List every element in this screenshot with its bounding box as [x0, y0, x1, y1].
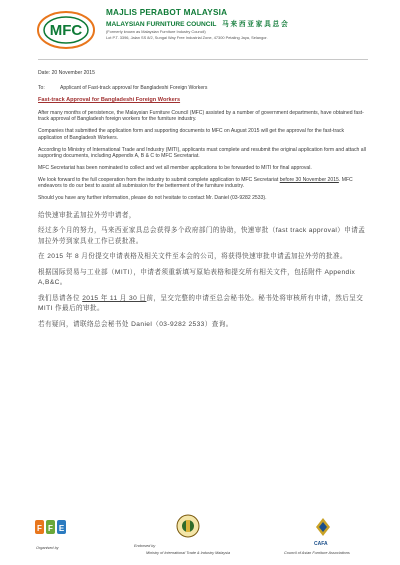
zh-deadline: 2015 年 11 月 30 日 [82, 294, 147, 302]
org-name-zh: 马 来 西 亚 家 具 总 会 [222, 21, 288, 28]
paragraph-5 [38, 177, 366, 190]
zh-p5-end: 前，呈交完整的申请至总会秘书处。秘书处将审核所有申请，然后呈交 MITI 作最后的审批。 [38, 294, 364, 313]
paragraph-1: After many months of persistence, the Malaysian Furniture Council (MFC) assisted by a number of government departments, have obtained fast-track approval of Bangladesh foreign workers for the furniture industry. [38, 109, 364, 123]
header-divider [38, 59, 368, 60]
svg-text:E: E [58, 524, 65, 533]
org-name-ms: MAJLIS PERABOT MALAYSIA [106, 8, 228, 17]
paragraph-4: MFC Secretariat has been nominated to collect and vet all member applications to be forwarded to MITI for final approval. [38, 164, 312, 171]
letter-heading: Fast-track Approval for Bangladeshi Foreign Workers [38, 97, 181, 104]
zh-paragraph-1: 给快速审批孟加拉外劳申请者， [38, 211, 136, 219]
letter-recipient [38, 85, 366, 92]
letter-body [38, 70, 366, 335]
org-name-line [106, 18, 366, 28]
org-header [106, 8, 366, 40]
org-address: Lot P.T. 3396, Jalan SS 8/2, Sungai Way Free Industrial Zone, 47300 Petaling Jaya, Selangor. [106, 35, 268, 40]
org-name-en: MALAYSIAN FURNITURE COUNCIL [106, 21, 217, 28]
to-label: To: [38, 84, 45, 91]
letter-date: Date: 20 November 2015 [38, 70, 95, 76]
zh-paragraph-4: 根据国际贸易与工业部（MITI），申请者须重新填写原始表格和提交所有相关文件，包括附件 Appendix A,B&C。 [38, 268, 356, 287]
logo-text: MFC [49, 22, 83, 39]
paragraph-3: According to Ministry of International Trade and Industry (MITI), applicants must complete and resubmit the original application form and attach all supporting documents, including Appendix A, B & C to MFC Secretariat. [38, 146, 366, 160]
cafa-caption: Council of Asian Furniture Associations [284, 551, 350, 555]
cafa-logo [308, 516, 338, 538]
paragraph-6: Should you have any further information, please do not hesitate to contact Mr. Daniel (03-9282 2533). [38, 195, 267, 202]
deadline-text: before 30 November 2015 [279, 176, 339, 183]
cafa-text: CAFA [314, 541, 328, 547]
zh-paragraph-6: 若有疑问，请联络总会秘书处 Daniel（03-9282 2533）查询。 [38, 320, 233, 328]
paragraph-5-start: We look forward to the full cooperation from the industry to submit complete application to MFC Secretariat [38, 176, 280, 183]
to-text: Applicant of Fast-track approval for Bangladeshi Foreign Workers [60, 84, 208, 91]
footer [0, 512, 400, 562]
svg-text:F: F [37, 524, 42, 533]
organiser-logo [34, 517, 68, 539]
zh-p5-start: 我们恳请各位 [38, 294, 83, 302]
org-former-name: (Formerly known as Malaysian Furniture Industry Council) [106, 29, 206, 34]
zh-paragraph-3: 在 2015 年 8 月份提交申请表格及相关文件至本会的公司，将获得快速审批申请孟加拉外劳的批准。 [38, 253, 348, 261]
paragraph-5-end: . MFC endeavors to do our best to assist all submission for the betterment of the furniture industry. [38, 176, 353, 190]
miti-caption: Ministry of International Trade & Industry Malaysia [146, 551, 231, 555]
miti-logo [176, 514, 200, 538]
zh-paragraph-5 [38, 294, 366, 315]
organiser-caption: Organised by [36, 546, 59, 550]
mfc-logo [36, 10, 100, 50]
svg-text:F: F [48, 524, 53, 533]
endorsed-caption: Endorsed by [134, 544, 156, 548]
paragraph-2: Companies that submitted the application form and supporting documents to MFC on August 2015 will get the approval for the fast-track application of Bangladesh Workers. [38, 128, 345, 141]
zh-paragraph-2: 经过多个月的努力，马来西亚家具总会获得多个政府部门的协助，快速审批（fast track approval）申请孟加拉外劳到家具业工作已获批准。 [38, 227, 366, 245]
